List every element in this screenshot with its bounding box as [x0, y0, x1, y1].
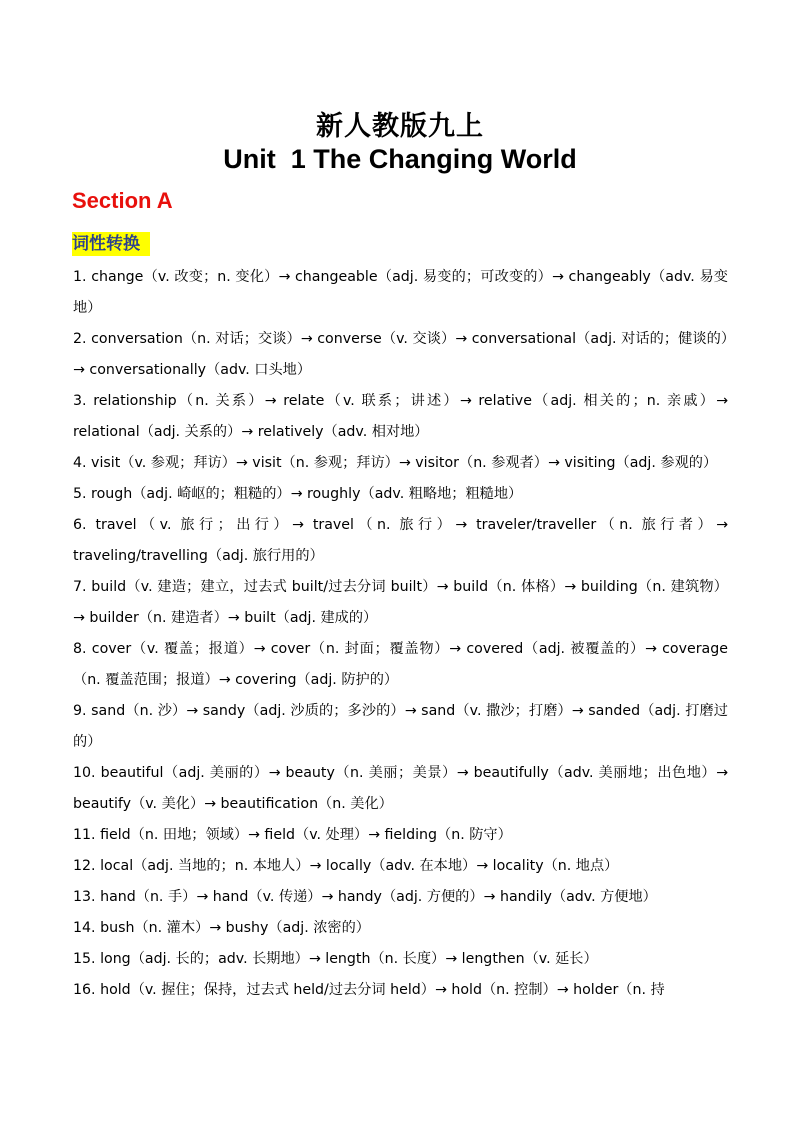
- list-item: 12. local（adj. 当地的；n. 本地人）→ locally（adv. 在本地）→ locality（n. 地点）: [73, 858, 619, 874]
- word-form-list: [73, 262, 728, 1006]
- list-item: 5. rough（adj. 崎岖的；粗糙的）→ roughly（adv. 粗略地；粗糙地）: [73, 486, 523, 502]
- list-item: 10. beautiful（adj. 美丽的）→ beauty（n. 美丽；美景）→ beautifully（adv. 美丽地；出色地）→ beautify（v. 美化）→ beautification（n. 美化）: [73, 765, 728, 812]
- list-item: 4. visit（v. 参观；拜访）→ visit（n. 参观；拜访）→ visitor（n. 参观者）→ visiting（adj. 参观的）: [73, 455, 718, 471]
- list-item: 8. cover（v. 覆盖；报道）→ cover（n. 封面；覆盖物）→ covered（adj. 被覆盖的）→ coverage（n. 覆盖范围；报道）→ covering（adj. 防护的）: [73, 641, 728, 688]
- list-item: 13. hand（n. 手）→ hand（v. 传递）→ handy（adj. 方便的）→ handily（adv. 方便地）: [73, 889, 657, 905]
- list-item: 15. long（adj. 长的；adv. 长期地）→ length（n. 长度）→ lengthen（v. 延长）: [73, 951, 598, 967]
- list-item: 2. conversation（n. 对话；交谈）→ converse（v. 交谈）→ conversational（adj. 对话的；健谈的）→ conversationally（adv. 口头地）: [73, 331, 728, 378]
- list-item: 1. change（v. 改变；n. 变化）→ changeable（adj. 易变的；可改变的）→ changeably（adv. 易变地）: [73, 269, 728, 316]
- section-heading: Section A: [72, 188, 173, 213]
- subheading-highlight: 词性转换: [72, 232, 150, 256]
- list-item: 3. relationship（n. 关系）→ relate（v. 联系；讲述）→ relative（adj. 相关的；n. 亲戚）→ relational（adj. 关系的）→ relatively（adv. 相对地）: [73, 393, 728, 440]
- document-title-en: Unit 1 The Changing World: [223, 144, 577, 174]
- list-item: 14. bush（n. 灌木）→ bushy（adj. 浓密的）: [73, 920, 370, 936]
- list-item: 16. hold（v. 握住；保持，过去式 held/过去分词 held）→ hold（n. 控制）→ holder（n. 持: [73, 982, 665, 998]
- list-item: 11. field（n. 田地；领域）→ field（v. 处理）→ fielding（n. 防守）: [73, 827, 512, 843]
- list-item: 7. build（v. 建造；建立，过去式 built/过去分词 built）→ build（n. 体格）→ building（n. 建筑物）→ builder（n. 建造者）→ built（adj. 建成的）: [73, 579, 728, 626]
- document-title-cn: 新人教版九上: [316, 111, 484, 142]
- list-item: 9. sand（n. 沙）→ sandy（adj. 沙质的；多沙的）→ sand（v. 撒沙；打磨）→ sanded（adj. 打磨过的）: [73, 703, 728, 750]
- list-item: 6. travel（v. 旅行；出行）→ travel（n. 旅行）→ traveler/traveller（n. 旅行者）→ traveling/travelling（adj. 旅行用的）: [73, 517, 728, 564]
